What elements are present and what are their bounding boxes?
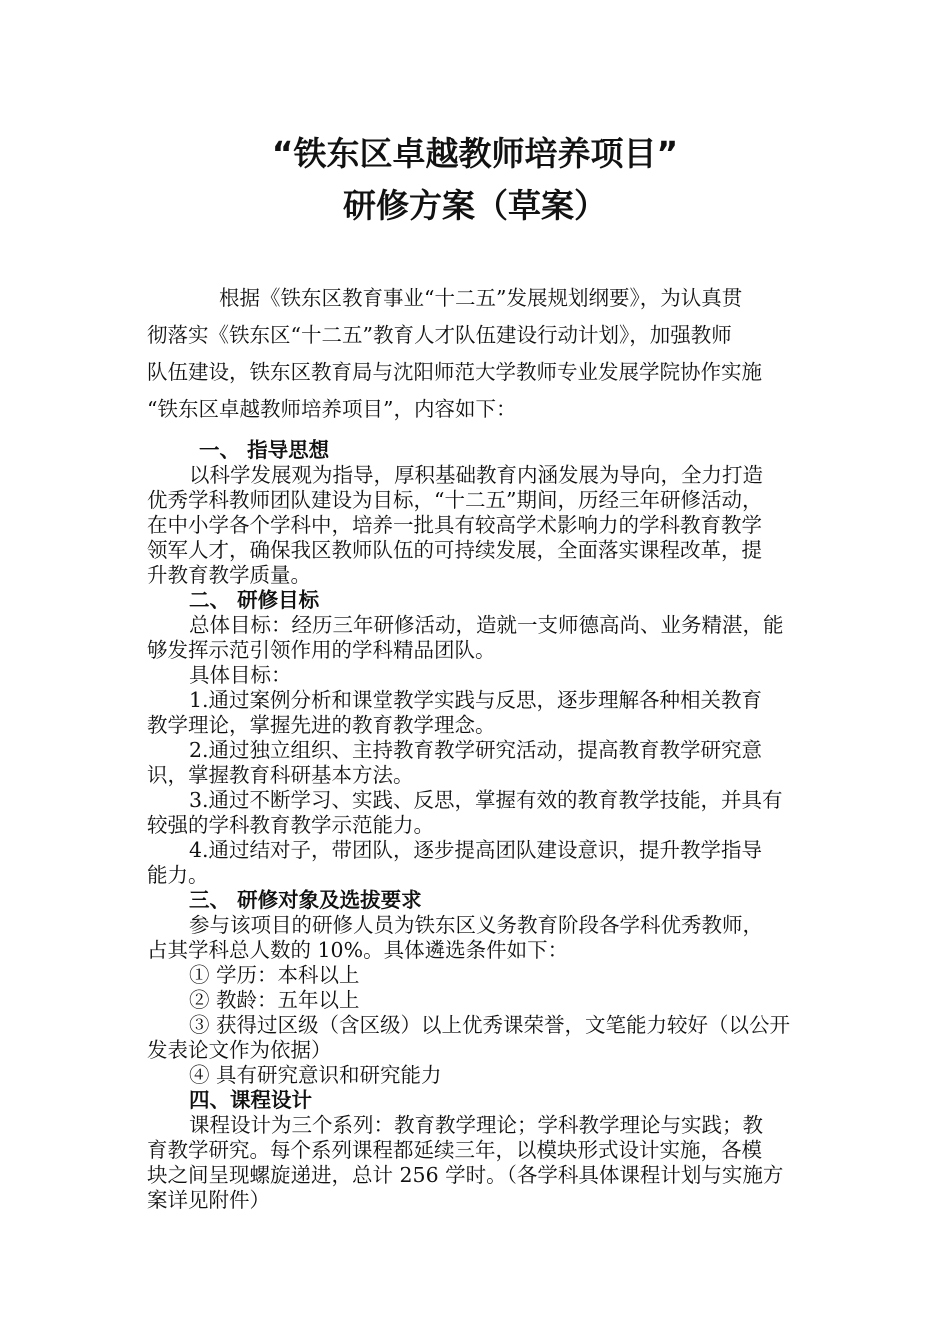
body-line: 优秀学科教师团队建设为目标，“十二五”期间，历经三年研修活动， <box>147 488 763 512</box>
body-line: 领军人才，确保我区教师队伍的可持续发展，全面落实课程改革，提 <box>147 538 762 562</box>
goal-item-cont: 识，掌握教育科研基本方法。 <box>147 763 414 787</box>
body-line: 在中小学各个学科中，培养一批具有较高学术影响力的学科教育教学 <box>147 513 762 537</box>
goal-item: 3.通过不断学习、实践、反思，掌握有效的教育教学技能，并具有 <box>189 788 783 812</box>
section-heading-participants: 三、 研修对象及选拔要求 <box>189 888 422 912</box>
body-line: 课程设计为三个系列：教育教学理论；学科教学理论与实践；教 <box>189 1113 763 1137</box>
body-line: 参与该项目的研修人员为铁东区义务教育阶段各学科优秀教师， <box>189 913 763 937</box>
intro-line: 根据《铁东区教育事业“十二五”发展规划纲要》，为认真贯 <box>219 286 743 310</box>
body-line: 具体目标： <box>189 663 292 687</box>
condition-item: ② 教龄：五年以上 <box>189 988 360 1012</box>
body-line: 以科学发展观为指导，厚积基础教育内涵发展为导向，全力打造 <box>189 463 763 487</box>
condition-item: ③ 获得过区级（含区级）以上优秀课荣誉，文笔能力较好（以公开 <box>189 1013 791 1037</box>
intro-line: “铁东区卓越教师培养项目”，内容如下： <box>147 397 517 421</box>
document-title-line2: 研修方案（草案） <box>343 186 607 225</box>
condition-item: ④ 具有研究意识和研究能力 <box>189 1063 442 1087</box>
goal-item: 1.通过案例分析和课堂教学实践与反思，逐步理解各种相关教育 <box>189 688 763 712</box>
document-body <box>147 434 812 1213</box>
body-line: 占其学科总人数的 10%。具体遴选条件如下： <box>147 938 569 962</box>
section-heading-guiding-ideology: 一、 指导思想 <box>199 438 330 462</box>
section-heading-curriculum: 四、课程设计 <box>189 1088 312 1112</box>
intro-paragraph <box>147 280 812 428</box>
section-heading-goals: 二、 研修目标 <box>189 588 320 612</box>
body-line: 总体目标：经历三年研修活动，造就一支师德高尚、业务精湛，能 <box>189 613 784 637</box>
goal-item-cont: 教学理论，掌握先进的教育教学理念。 <box>147 713 496 737</box>
body-line: 案详见附件） <box>147 1188 270 1212</box>
body-line: 升教育教学质量。 <box>147 563 311 587</box>
body-line: 育教学研究。每个系列课程都延续三年，以模块形式设计实施，各模 <box>147 1138 762 1162</box>
body-line: 块之间呈现螺旋递进，总计 256 学时。（各学科具体课程计划与实施方 <box>147 1163 784 1187</box>
body-line: 够发挥示范引领作用的学科精品团队。 <box>147 638 496 662</box>
intro-line: 队伍建设，铁东区教育局与沈阳师范大学教师专业发展学院协作实施 <box>147 360 762 384</box>
goal-item: 2.通过独立组织、主持教育教学研究活动，提高教育教学研究意 <box>189 738 763 762</box>
goal-item: 4.通过结对子，带团队，逐步提高团队建设意识，提升教学指导 <box>189 838 763 862</box>
condition-item: ① 学历：本科以上 <box>189 963 360 987</box>
goal-item-cont: 能力。 <box>147 863 209 887</box>
condition-item-cont: 发表论文作为依据） <box>147 1038 332 1062</box>
goal-item-cont: 较强的学科教育教学示范能力。 <box>147 813 434 837</box>
intro-line: 彻落实《铁东区“十二五”教育人才队伍建设行动计划》，加强教师 <box>147 323 732 347</box>
document-title-line1: “铁东区卓越教师培养项目” <box>271 134 679 173</box>
